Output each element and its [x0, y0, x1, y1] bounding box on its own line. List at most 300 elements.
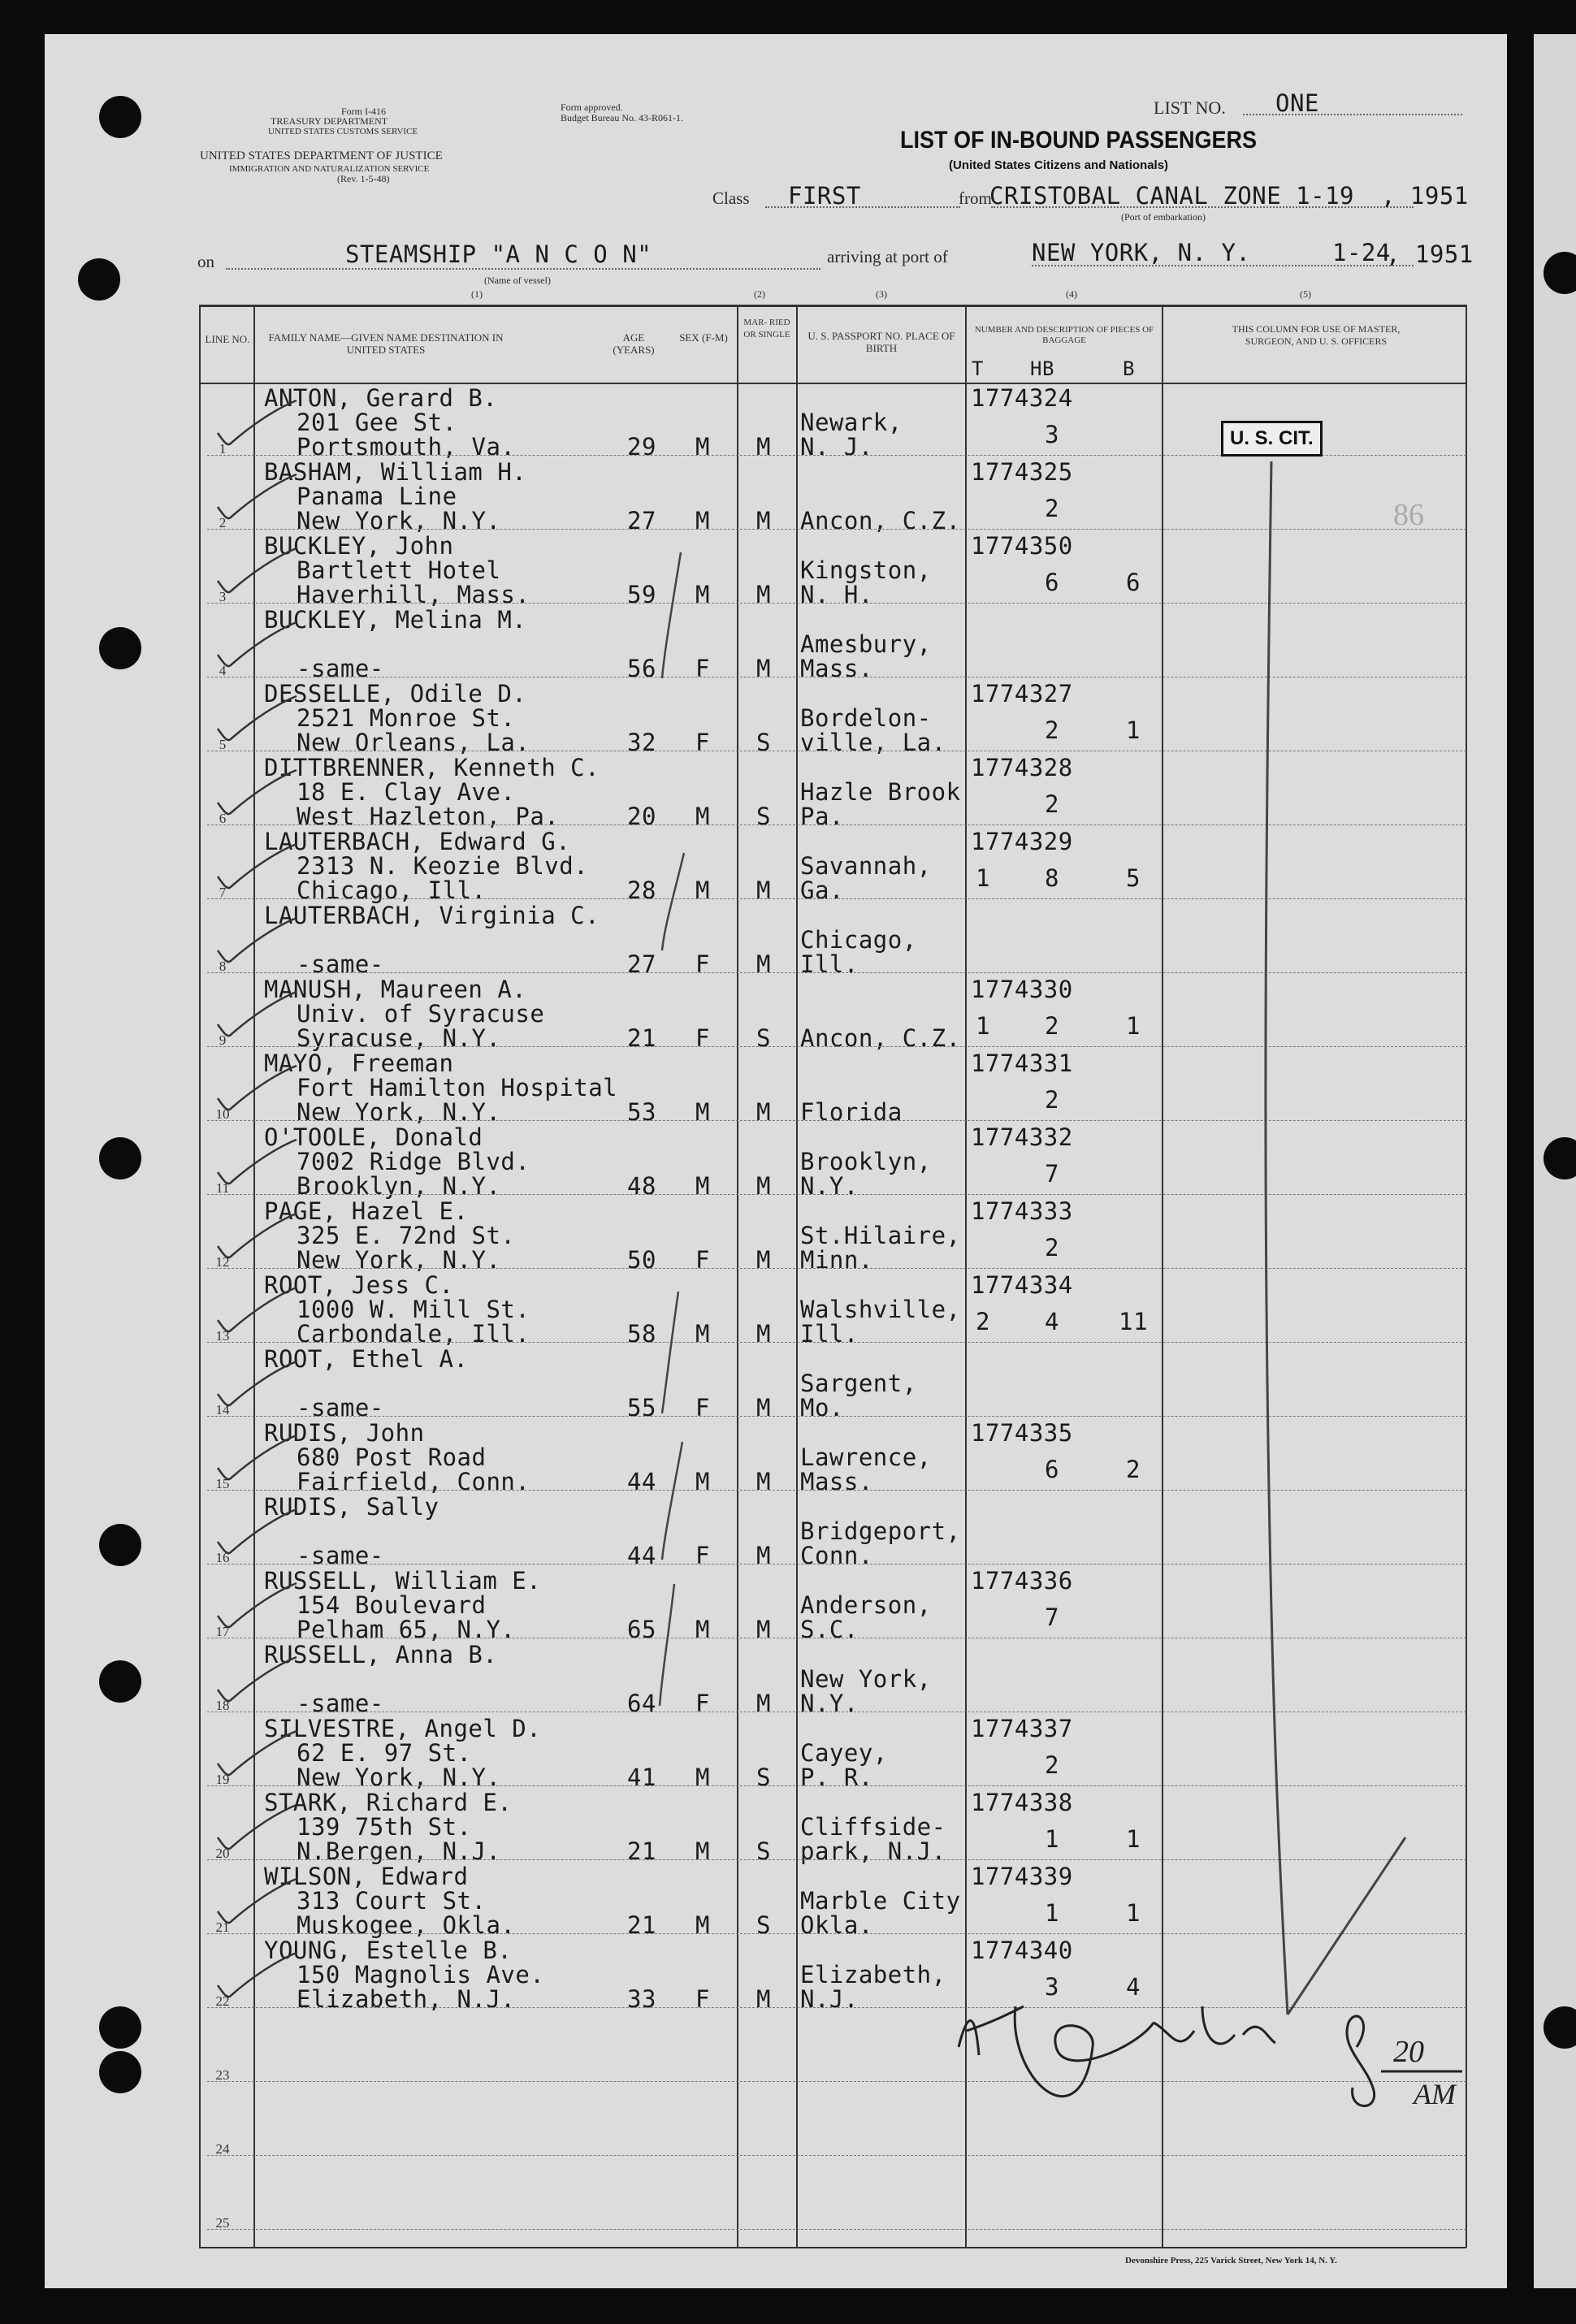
birthplace-line-1: Hazle Brook	[800, 778, 961, 806]
header-married: MAR- RIED OR SINGLE	[743, 318, 790, 340]
baggage-hb-count: 1	[1045, 1825, 1059, 1853]
passenger-sex: F	[695, 729, 710, 756]
baggage-hb-count: 2	[1045, 495, 1059, 522]
agency-ins: IMMIGRATION AND NATURALIZATION SERVICE	[229, 164, 430, 174]
line-number: 18	[215, 1698, 230, 1713]
passenger-marital-status: M	[756, 1616, 771, 1643]
baggage-b-count: 1	[1126, 1825, 1141, 1853]
passenger-sex: M	[695, 1172, 710, 1200]
passenger-marital-status: M	[756, 1542, 771, 1569]
pencil-bracket	[662, 853, 684, 950]
passenger-address: Panama Line	[297, 483, 457, 510]
passenger-destination: New Orleans, La.	[297, 729, 530, 756]
passenger-address: 201 Gee St.	[297, 409, 457, 436]
baggage-hb-count: 2	[1045, 1086, 1059, 1114]
budget-bureau: Budget Bureau No. 43-R061-1.	[561, 112, 683, 123]
passenger-sex: M	[695, 433, 710, 461]
line-number: 3	[219, 589, 227, 604]
line-number: 22	[215, 1993, 230, 2009]
birthplace-line-1: Chicago,	[800, 926, 917, 954]
passenger-age: 32	[627, 729, 656, 756]
passenger-marital-status: M	[756, 876, 771, 904]
baggage-number: 1774329	[971, 828, 1073, 855]
baggage-b-count: 1	[1126, 716, 1141, 744]
header-baggage-b: B	[1123, 357, 1135, 380]
baggage-number: 1774337	[971, 1715, 1073, 1742]
birthplace-line-1: Anderson,	[800, 1591, 932, 1619]
pencil-check-mark	[218, 1879, 297, 1923]
agency-justice: UNITED STATES DEPARTMENT OF JUSTICE	[200, 149, 443, 162]
passenger-age: 28	[627, 876, 656, 904]
column-number-3: (3)	[876, 288, 887, 300]
pencil-bracket	[662, 1442, 682, 1560]
pencil-bracket	[662, 1292, 678, 1413]
passenger-marital-status: S	[756, 1764, 771, 1791]
passenger-sex: F	[695, 1394, 710, 1422]
baggage-b-count: 1	[1126, 1012, 1141, 1040]
passenger-age: 27	[627, 950, 656, 978]
us-citizen-stamp: U. S. CIT.	[1221, 421, 1323, 457]
line-number: 4	[219, 663, 227, 678]
line-number: 2	[219, 515, 227, 530]
passenger-sex: F	[695, 1690, 710, 1717]
passenger-destination: -same-	[297, 1394, 384, 1422]
column-number-1: (1)	[471, 288, 483, 300]
passenger-sex: F	[695, 1542, 710, 1569]
baggage-hb-count: 2	[1045, 790, 1059, 818]
passenger-sex: F	[695, 1246, 710, 1274]
baggage-t-count: 1	[976, 1012, 990, 1040]
passenger-sex: M	[695, 803, 710, 830]
birthplace-line-1: Cliffside-	[800, 1813, 946, 1841]
header-line-no: LINE NO.	[205, 333, 250, 345]
line-number: 8	[219, 959, 227, 974]
passenger-age: 58	[627, 1320, 656, 1348]
birthplace-line-2: Ill.	[800, 950, 859, 978]
passenger-age: 64	[627, 1690, 656, 1717]
pencil-bracket	[660, 1584, 674, 1706]
baggage-hb-count: 1	[1045, 1899, 1059, 1927]
birthplace-line-2: Okla.	[800, 1911, 873, 1939]
baggage-number: 1774333	[971, 1197, 1073, 1225]
birthplace-line-2: Florida	[800, 1098, 903, 1126]
pencil-check-mark	[218, 1140, 297, 1184]
passenger-marital-status: M	[756, 507, 771, 534]
passenger-marital-status: S	[756, 729, 771, 756]
pencil-check-mark	[218, 1214, 297, 1257]
baggage-hb-count: 7	[1045, 1603, 1059, 1631]
passenger-address: 2313 N. Keozie Blvd.	[297, 852, 589, 880]
passenger-age: 29	[627, 433, 656, 461]
baggage-number: 1774331	[971, 1049, 1073, 1077]
column-number-4: (4)	[1066, 288, 1077, 300]
passenger-age: 56	[627, 655, 656, 682]
passenger-name: ROOT, Ethel A.	[264, 1345, 469, 1373]
passenger-address: 313 Court St.	[297, 1887, 487, 1915]
baggage-number: 1774328	[971, 754, 1073, 781]
pencil-check-mark	[218, 1435, 297, 1479]
passenger-sex: F	[695, 950, 710, 978]
class-label: Class	[712, 188, 750, 208]
passenger-address: 62 E. 97 St.	[297, 1739, 472, 1767]
line-number: 21	[215, 1919, 230, 1935]
pencil-check-mark	[218, 1583, 297, 1627]
passenger-destination: New York, N.Y.	[297, 507, 501, 534]
line-number: 9	[219, 1032, 227, 1048]
passenger-destination: New York, N.Y.	[297, 1764, 501, 1791]
birthplace-line-2: Conn.	[800, 1542, 873, 1569]
passenger-sex: M	[695, 1837, 710, 1865]
birthplace-line-1: Marble City	[800, 1887, 961, 1915]
birthplace-line-1: Newark,	[800, 409, 903, 436]
birthplace-line-1: Cayey,	[800, 1739, 888, 1767]
port-of-embarkation: CRISTOBAL CANAL ZONE 1-19	[989, 182, 1354, 210]
birthplace-line-2: N. H.	[800, 581, 873, 608]
header-name-destination: FAMILY NAME—GIVEN NAME DESTINATION IN UNITED STATES	[268, 331, 504, 356]
birthplace-line-2: Pa.	[800, 803, 844, 830]
passenger-name: MAYO, Freeman	[264, 1049, 454, 1077]
passenger-destination: Muskogee, Okla.	[297, 1911, 516, 1939]
birthplace-line-2: Minn.	[800, 1246, 873, 1274]
baggage-t-count: 2	[976, 1308, 990, 1335]
passenger-marital-status: M	[756, 1985, 771, 2013]
agency-customs: UNITED STATES CUSTOMS SERVICE	[268, 127, 418, 136]
pencil-check-mark	[218, 696, 297, 740]
passenger-name: RUDIS, John	[264, 1419, 425, 1447]
passenger-address: Univ. of Syracuse	[297, 1000, 545, 1028]
birthplace-line-1: Walshville,	[800, 1296, 961, 1323]
line-number: 24	[215, 2141, 230, 2157]
passenger-destination: Pelham 65, N.Y.	[297, 1616, 516, 1643]
passenger-age: 27	[627, 507, 656, 534]
passenger-address: Fort Hamilton Hospital	[297, 1074, 618, 1101]
passenger-address: 325 E. 72nd St.	[297, 1222, 516, 1249]
passenger-destination: Haverhill, Mass.	[297, 581, 530, 608]
baggage-number: 1774339	[971, 1863, 1073, 1890]
time-fraction-bottom: AM	[1414, 2078, 1456, 2110]
column-number-5: (5)	[1300, 288, 1311, 300]
passenger-name: RUSSELL, Anna B.	[264, 1641, 498, 1668]
line-number: 6	[219, 811, 227, 826]
birthplace-line-1: Brooklyn,	[800, 1148, 932, 1175]
passenger-name: LAUTERBACH, Edward G.	[264, 828, 571, 855]
passenger-age: 21	[627, 1837, 656, 1865]
passenger-age: 41	[627, 1764, 656, 1791]
form-revision: (Rev. 1-5-48)	[337, 173, 390, 184]
line-number: 25	[215, 2215, 230, 2231]
passenger-name: MANUSH, Maureen A.	[264, 976, 527, 1003]
baggage-hb-count: 3	[1045, 1973, 1059, 2001]
header-sex: SEX (F-M)	[679, 331, 728, 344]
passenger-destination: West Hazleton, Pa.	[297, 803, 560, 830]
passenger-age: 21	[627, 1024, 656, 1052]
line-number: 10	[215, 1106, 230, 1122]
pencil-check-mark	[218, 770, 297, 814]
form-number: Form I-416	[341, 106, 386, 117]
time-fraction-top: 20	[1393, 2035, 1424, 2069]
passenger-age: 50	[627, 1246, 656, 1274]
passenger-destination: Portsmouth, Va.	[297, 433, 516, 461]
birthplace-line-1: New York,	[800, 1665, 932, 1693]
pencil-check-mark	[218, 844, 297, 888]
passenger-destination: -same-	[297, 950, 384, 978]
pencil-check-mark	[218, 1288, 297, 1331]
document-title: LIST OF IN-BOUND PASSENGERS	[900, 127, 1258, 154]
passenger-destination: Carbondale, Ill.	[297, 1320, 530, 1348]
passenger-sex: M	[695, 1468, 710, 1495]
passenger-address: 680 Post Road	[297, 1443, 487, 1471]
passenger-sex: F	[695, 1985, 710, 2013]
embarkation-year: , 1951	[1381, 182, 1469, 210]
line-number: 13	[215, 1328, 230, 1344]
passenger-name: DESSELLE, Odile D.	[264, 680, 527, 708]
pencil-check-mark	[218, 474, 297, 518]
baggage-number: 1774327	[971, 680, 1073, 708]
passenger-sex: M	[695, 1098, 710, 1126]
passenger-destination: Fairfield, Conn.	[297, 1468, 530, 1495]
passenger-marital-status: M	[756, 1246, 771, 1274]
baggage-number: 1774340	[971, 1937, 1073, 1964]
baggage-b-count: 4	[1126, 1973, 1141, 2001]
passenger-marital-status: M	[756, 1320, 771, 1348]
vessel-caption: (Name of vessel)	[484, 275, 551, 286]
line-number: 11	[215, 1180, 230, 1196]
passenger-age: 44	[627, 1468, 656, 1495]
passenger-address: 154 Boulevard	[297, 1591, 487, 1619]
birthplace-line-1: Savannah,	[800, 852, 932, 880]
header-baggage-hb: HB	[1030, 357, 1054, 380]
baggage-hb-count: 6	[1045, 1456, 1059, 1483]
passenger-address: Bartlett Hotel	[297, 556, 501, 584]
birthplace-line-1: Bridgeport,	[800, 1517, 961, 1545]
birthplace-line-2: N.Y.	[800, 1690, 859, 1717]
baggage-hb-count: 2	[1045, 1012, 1059, 1040]
pencil-check-mark	[218, 918, 297, 962]
passenger-destination: -same-	[297, 1690, 384, 1717]
passenger-age: 65	[627, 1616, 656, 1643]
vessel-name: STEAMSHIP "A N C O N"	[345, 240, 652, 268]
passenger-age: 44	[627, 1542, 656, 1569]
pencil-check-mark	[218, 992, 297, 1036]
baggage-hb-count: 2	[1045, 1751, 1059, 1779]
baggage-b-count: 6	[1126, 569, 1141, 596]
pencil-check-mark	[218, 400, 297, 444]
passenger-marital-status: S	[756, 1911, 771, 1939]
pencil-check-mark	[218, 1657, 297, 1701]
baggage-hb-count: 4	[1045, 1308, 1059, 1335]
passenger-age: 55	[627, 1394, 656, 1422]
pencil-check-mark	[218, 1361, 297, 1405]
passenger-name: PAGE, Hazel E.	[264, 1197, 469, 1225]
agency-treasury: TREASURY DEPARTMENT	[271, 115, 388, 127]
header-passport: U. S. PASSPORT NO. PLACE OF BIRTH	[807, 330, 955, 354]
passenger-address: 7002 Ridge Blvd.	[297, 1148, 530, 1175]
passenger-address: 139 75th St.	[297, 1813, 472, 1841]
birthplace-line-2: Mo.	[800, 1394, 844, 1422]
passenger-sex: M	[695, 876, 710, 904]
class-value: FIRST	[788, 182, 861, 210]
arrival-date: 1-24	[1332, 239, 1391, 266]
birthplace-line-2: Mass.	[800, 655, 873, 682]
passenger-age: 33	[627, 1985, 656, 2013]
passenger-destination: Brooklyn, N.Y.	[297, 1172, 501, 1200]
pencil-check-mark	[218, 1066, 297, 1110]
passenger-destination: New York, N.Y.	[297, 1246, 501, 1274]
line-number: 1	[219, 441, 227, 457]
baggage-number: 1774334	[971, 1271, 1073, 1299]
printer-footer: Devonshire Press, 225 Varick Street, New York 14, N. Y.	[1125, 2256, 1337, 2266]
birthplace-line-2: Ga.	[800, 876, 844, 904]
baggage-number: 1774338	[971, 1789, 1073, 1816]
passenger-marital-status: M	[756, 1172, 771, 1200]
passenger-name: RUSSELL, William E.	[264, 1567, 542, 1595]
passenger-name: WILSON, Edward	[264, 1863, 469, 1890]
passenger-marital-status: M	[756, 1690, 771, 1717]
passenger-sex: F	[695, 1024, 710, 1052]
birthplace-line-2: N.J.	[800, 1985, 859, 2013]
passenger-destination: New York, N.Y.	[297, 1098, 501, 1126]
passenger-marital-status: M	[756, 950, 771, 978]
passenger-age: 48	[627, 1172, 656, 1200]
column-number-2: (2)	[754, 288, 765, 300]
line-number: 14	[215, 1402, 230, 1417]
header-baggage-t: T	[972, 357, 984, 380]
passenger-marital-status: M	[756, 433, 771, 461]
birthplace-line-1: Amesbury,	[800, 630, 932, 658]
line-number: 16	[215, 1550, 230, 1565]
passenger-marital-status: M	[756, 581, 771, 608]
line-number: 7	[219, 885, 227, 900]
baggage-number: 1774325	[971, 458, 1073, 486]
inspector-signature	[959, 2006, 1275, 2097]
pencil-check-mark	[218, 1953, 297, 1997]
pencil-line	[1266, 461, 1288, 2015]
passenger-name: DITTBRENNER, Kenneth C.	[264, 754, 600, 781]
baggage-b-count: 11	[1119, 1308, 1148, 1335]
passenger-sex: M	[695, 507, 710, 534]
embarkation-caption: (Port of embarkation)	[1121, 211, 1206, 223]
passenger-destination: Syracuse, N.Y.	[297, 1024, 501, 1052]
passenger-sex: M	[695, 581, 710, 608]
baggage-number: 1774335	[971, 1419, 1073, 1447]
birthplace-line-1: Kingston,	[800, 556, 932, 584]
baggage-number: 1774330	[971, 976, 1073, 1003]
passenger-address: 18 E. Clay Ave.	[297, 778, 516, 806]
passenger-name: ANTON, Gerard B.	[264, 384, 498, 412]
passenger-name: RUDIS, Sally	[264, 1493, 439, 1521]
passenger-marital-status: S	[756, 1024, 771, 1052]
baggage-b-count: 1	[1126, 1899, 1141, 1927]
passenger-marital-status: S	[756, 1837, 771, 1865]
list-number-value: ONE	[1275, 89, 1319, 117]
passenger-marital-status: M	[756, 1468, 771, 1495]
birthplace-line-1: Bordelon-	[800, 704, 932, 732]
from-label: from	[959, 188, 992, 208]
baggage-number: 1774332	[971, 1123, 1073, 1151]
birthplace-line-2: park, N.J.	[800, 1837, 946, 1865]
passenger-age: 59	[627, 581, 656, 608]
passenger-sex: M	[695, 1616, 710, 1643]
passenger-sex: M	[695, 1911, 710, 1939]
passenger-destination: N.Bergen, N.J.	[297, 1837, 501, 1865]
passenger-name: LAUTERBACH, Virginia C.	[264, 902, 600, 929]
passenger-name: ROOT, Jess C.	[264, 1271, 454, 1299]
baggage-hb-count: 7	[1045, 1160, 1059, 1188]
passenger-destination: -same-	[297, 1542, 384, 1569]
birthplace-line-1: St.Hilaire,	[800, 1222, 961, 1249]
form-approved: Form approved.	[561, 102, 623, 113]
pencil-check-mark	[218, 1509, 297, 1553]
passenger-sex: M	[695, 1320, 710, 1348]
arriving-label: arriving at port of	[827, 247, 948, 266]
pencil-note: 86	[1393, 498, 1424, 532]
pencil-check-mark	[218, 548, 297, 592]
baggage-hb-count: 8	[1045, 864, 1059, 892]
arrival-year: , 1951	[1386, 240, 1474, 268]
baggage-hb-count: 2	[1045, 1234, 1059, 1262]
line-number: 23	[215, 2067, 230, 2083]
passenger-marital-status: M	[756, 1394, 771, 1422]
birthplace-line-2: Mass.	[800, 1468, 873, 1495]
line-number: 19	[215, 1772, 230, 1787]
pencil-check-mark	[218, 1805, 297, 1849]
passenger-destination: Elizabeth, N.J.	[297, 1985, 516, 2013]
birthplace-line-2: N. J.	[800, 433, 873, 461]
header-baggage: NUMBER AND DESCRIPTION OF PIECES OF BAGGAGE	[974, 325, 1154, 345]
passenger-name: SILVESTRE, Angel D.	[264, 1715, 542, 1742]
passenger-address: 2521 Monroe St.	[297, 704, 516, 732]
header-age: AGE (YEARS)	[613, 331, 655, 356]
birthplace-line-2: N.Y.	[800, 1172, 859, 1200]
baggage-number: 1774324	[971, 384, 1073, 412]
birthplace-line-1: Lawrence,	[800, 1443, 932, 1471]
passenger-name: BUCKLEY, Melina M.	[264, 606, 527, 634]
birthplace-line-1: Elizabeth,	[800, 1961, 946, 1989]
baggage-hb-count: 3	[1045, 421, 1059, 448]
birthplace-line-2: Ancon, C.Z.	[800, 507, 961, 534]
pencil-bracket	[662, 552, 681, 678]
passenger-name: BASHAM, William H.	[264, 458, 527, 486]
on-label: on	[197, 252, 214, 271]
passenger-address: 150 Magnolis Ave.	[297, 1961, 545, 1989]
passenger-destination: -same-	[297, 655, 384, 682]
arrival-port: NEW YORK, N. Y.	[1032, 239, 1251, 266]
pencil-check-mark	[218, 622, 297, 666]
list-number-label: LIST NO.	[1154, 97, 1226, 118]
passenger-name: STARK, Richard E.	[264, 1789, 513, 1816]
baggage-t-count: 1	[976, 864, 990, 892]
baggage-number: 1774336	[971, 1567, 1073, 1595]
header-officers: THIS COLUMN FOR USE OF MASTER, SURGEON, AND U. S. OFFICERS	[1232, 323, 1401, 347]
passenger-sex: F	[695, 655, 710, 682]
line-number: 15	[215, 1476, 230, 1491]
birthplace-line-2: S.C.	[800, 1616, 859, 1643]
birthplace-line-2: Ancon, C.Z.	[800, 1024, 961, 1052]
baggage-number: 1774350	[971, 532, 1073, 560]
passenger-destination: Chicago, Ill.	[297, 876, 487, 904]
passenger-name: YOUNG, Estelle B.	[264, 1937, 513, 1964]
baggage-hb-count: 6	[1045, 569, 1059, 596]
line-number: 17	[215, 1624, 230, 1639]
pencil-check-mark	[218, 1731, 297, 1775]
passenger-sex: M	[695, 1764, 710, 1791]
birthplace-line-2: Ill.	[800, 1320, 859, 1348]
line-number: 12	[215, 1254, 230, 1270]
pencil-check-mark	[1288, 1837, 1405, 2015]
baggage-b-count: 2	[1126, 1456, 1141, 1483]
passenger-address: 1000 W. Mill St.	[297, 1296, 530, 1323]
passenger-name: O'TOOLE, Donald	[264, 1123, 483, 1151]
